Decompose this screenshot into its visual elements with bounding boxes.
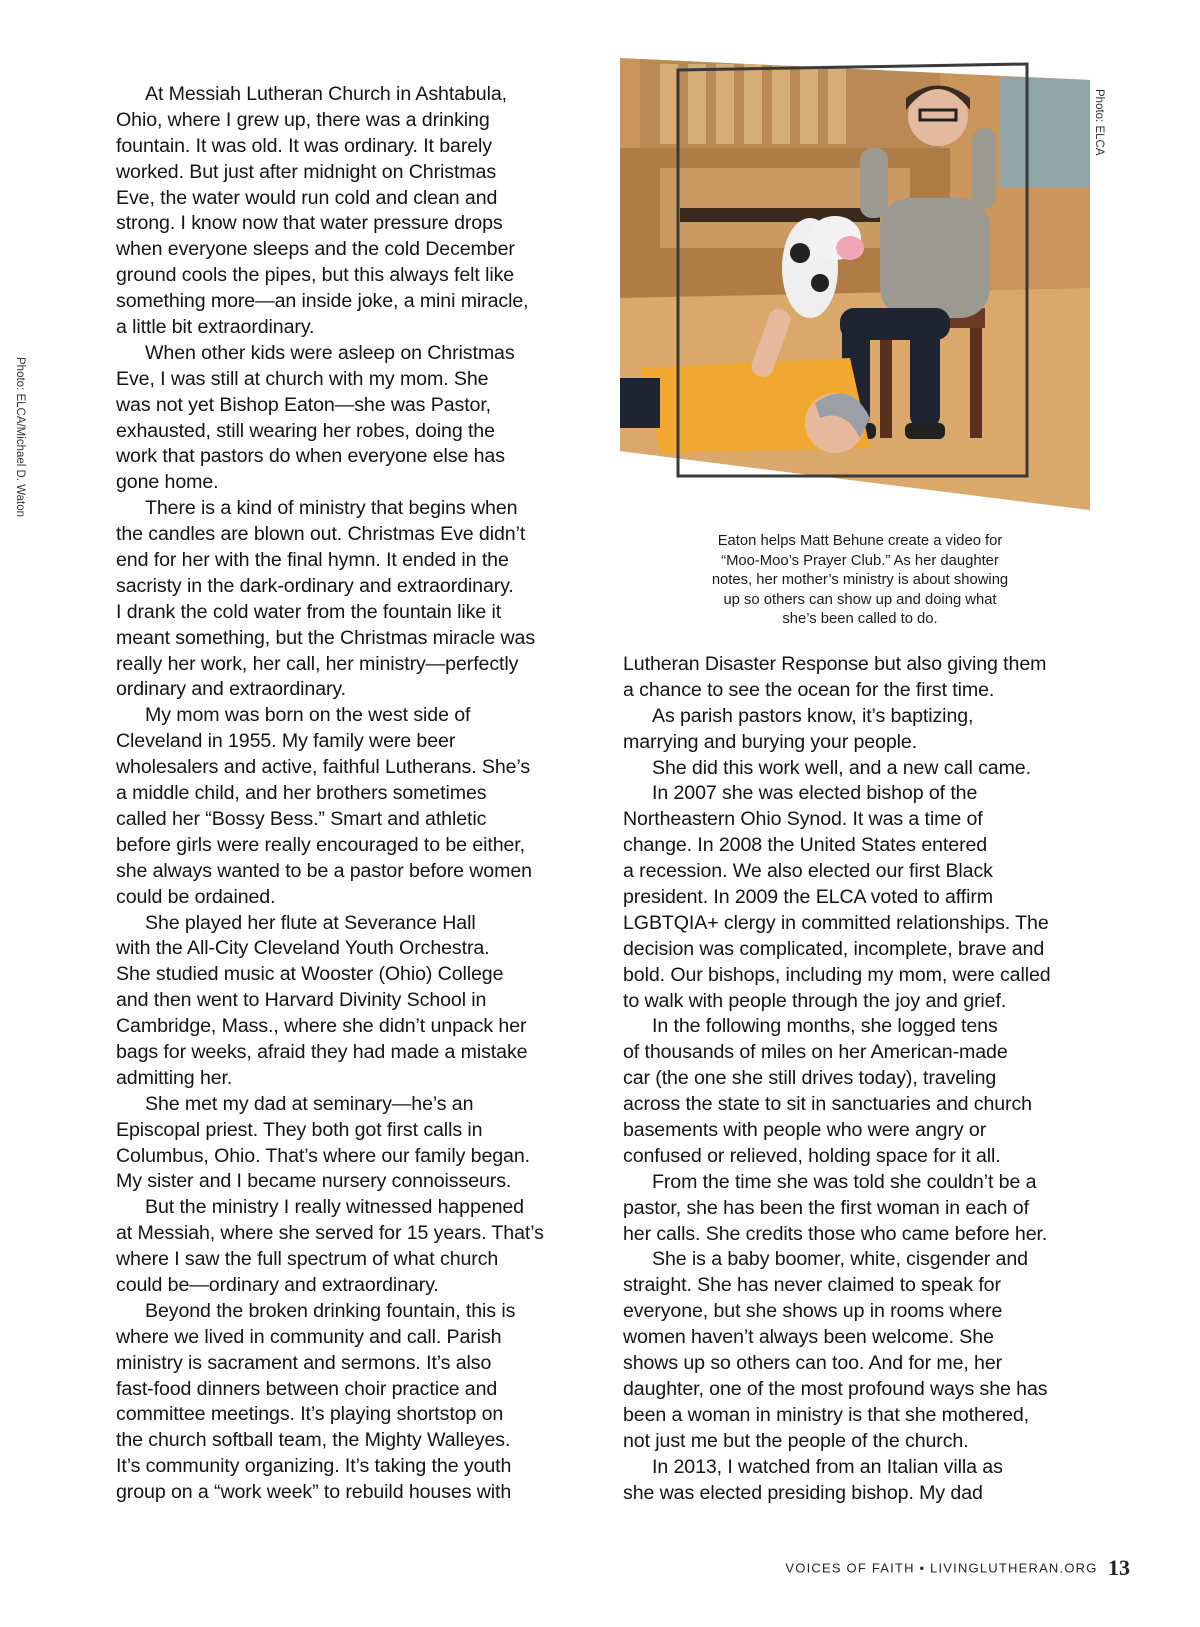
text-line: Episcopal priest. They both got first calls in — [116, 1118, 483, 1141]
text-line: admitting her. — [116, 1066, 233, 1089]
text-line: meant something, but the Christmas miracle was — [116, 626, 536, 649]
text-line: My sister and I became nursery connoisseurs. — [116, 1170, 512, 1193]
text-line: pastor, she has been the first woman in each of — [623, 1196, 1029, 1219]
text-line: before girls were really encouraged to be either, — [116, 833, 525, 856]
caption-line: she’s been called to do. — [782, 611, 938, 627]
text-line: Eve, I was still at church with my mom. She — [116, 367, 489, 390]
text-line: But the ministry I really witnessed happened — [145, 1196, 524, 1219]
text-line: From the time she was told she couldn’t be a — [652, 1170, 1037, 1193]
footer-text: VOICES OF FAITH • LIVINGLUTHERAN.ORG — [785, 1560, 1098, 1576]
text-line: In 2013, I watched from an Italian villa as — [652, 1455, 1003, 1478]
text-line: could be—ordinary and extraordinary. — [116, 1273, 439, 1296]
text-line: Lutheran Disaster Response but also giving them — [623, 653, 1047, 675]
text-line: decision was complicated, incomplete, brave and — [623, 937, 1045, 960]
text-line: Columbus, Ohio. That’s where our family began. — [116, 1144, 530, 1167]
text-line: everyone, but she shows up in rooms where — [623, 1300, 1003, 1323]
text-line: As parish pastors know, it’s baptizing, — [652, 704, 974, 727]
text-line: worked. But just after midnight on Christmas — [116, 160, 497, 183]
page-footer — [785, 1555, 1130, 1581]
text-line: Cleveland in 1955. My family were beer — [116, 730, 456, 753]
text-line: straight. She has never claimed to speak for — [623, 1274, 1001, 1297]
text-line: confused or relieved, holding space for it all. — [623, 1144, 1001, 1167]
text-line: where we lived in community and call. Parish — [116, 1325, 502, 1348]
text-line: gone home. — [116, 471, 219, 494]
text-line: a little bit extraordinary. — [116, 316, 315, 339]
text-line: sacristy in the dark-ordinary and extraordinary. — [116, 574, 514, 597]
article-photo — [620, 58, 1090, 528]
text-line: could be ordained. — [116, 885, 276, 908]
organ-pipes — [640, 58, 940, 148]
text-line: a recession. We also elected our first Black — [623, 860, 993, 883]
caption-line: “Moo-Moo’s Prayer Club.” As her daughter — [721, 552, 999, 569]
text-line: Cambridge, Mass., where she didn’t unpack her — [116, 1015, 527, 1038]
text-line: She is a baby boomer, white, cisgender and — [652, 1248, 1028, 1271]
text-line: a middle child, and her brothers sometimes — [116, 782, 487, 805]
text-line: ground cools the pipes, but this always felt like — [116, 264, 515, 287]
text-line: At Messiah Lutheran Church in Ashtabula, — [145, 83, 507, 105]
text-line: She met my dad at seminary—he’s an — [145, 1092, 474, 1115]
text-line: when everyone sleeps and the cold December — [116, 238, 515, 261]
photo-caption — [655, 532, 1065, 630]
text-line: daughter, one of the most profound ways she has — [623, 1377, 1048, 1400]
text-line: Eve, the water would run cold and clean and — [116, 186, 498, 209]
text-line: her calls. She credits those who came before her. — [623, 1222, 1048, 1245]
text-line: something more—an inside joke, a mini miracle, — [116, 290, 529, 313]
text-line: LGBTQIA+ clergy in committed relationships. The — [623, 911, 1049, 934]
text-line: a chance to see the ocean for the first time. — [623, 678, 995, 701]
text-line: the candles are blown out. Christmas Eve didn’t — [116, 523, 526, 546]
text-line: Northeastern Ohio Synod. It was a time of — [623, 808, 983, 831]
text-line: work that pastors do when everyone else has — [116, 445, 505, 468]
text-line: she always wanted to be a pastor before women — [116, 859, 532, 882]
text-line: with the All-City Cleveland Youth Orchestra. — [116, 937, 490, 960]
text-line: When other kids were asleep on Christmas — [145, 341, 515, 364]
text-line: She played her flute at Severance Hall — [145, 911, 476, 934]
caption-line: Eaton helps Matt Behune create a video for — [717, 533, 1003, 549]
text-line: at Messiah, where she served for 15 years. That’s — [116, 1222, 544, 1245]
text-line: end for her with the final hymn. It ended in the — [116, 549, 509, 572]
right-article-column — [623, 652, 1093, 1506]
text-line: group on a “work week” to rebuild houses with — [116, 1481, 512, 1504]
text-line: She did this work well, and a new call came. — [652, 756, 1031, 779]
text-line: the church softball team, the Mighty Walleyes. — [116, 1429, 511, 1452]
text-line: bold. Our bishops, including my mom, were called — [623, 963, 1051, 986]
photo-credit-left: Photo: ELCA/Michael D. Waton — [14, 357, 26, 518]
left-article-column — [116, 82, 586, 1506]
text-line: exhausted, still wearing her robes, doing the — [116, 419, 495, 442]
page-number: 13 — [1108, 1555, 1130, 1580]
text-line: In 2007 she was elected bishop of the — [652, 782, 978, 805]
text-line: Beyond the broken drinking fountain, this is — [145, 1299, 516, 1322]
text-line: I drank the cold water from the fountain like it — [116, 600, 502, 623]
text-line: car (the one she still drives today), traveling — [623, 1067, 997, 1090]
text-line: to walk with people through the joy and grief. — [623, 989, 1007, 1012]
text-line: change. In 2008 the United States entered — [623, 834, 988, 857]
photo-credit-right: Photo: ELCA — [1093, 89, 1105, 156]
text-line: ordinary and extraordinary. — [116, 678, 347, 701]
text-line: In the following months, she logged tens — [652, 1015, 998, 1038]
text-line: not just me but the people of the church. — [623, 1429, 969, 1452]
text-line: really her work, her call, her ministry—perfectly — [116, 652, 519, 675]
text-line: wholesalers and active, faithful Lutherans. She’s — [116, 756, 531, 779]
text-line: across the state to sit in sanctuaries and church — [623, 1093, 1032, 1116]
window — [1000, 78, 1090, 188]
text-line: and then went to Harvard Divinity School in — [116, 989, 487, 1012]
text-line: bags for weeks, afraid they had made a mistake — [116, 1040, 528, 1063]
text-line: basements with people who were angry or — [623, 1119, 987, 1142]
text-line: was not yet Bishop Eaton—she was Pastor, — [116, 393, 492, 416]
text-line: There is a kind of ministry that begins when — [145, 497, 518, 520]
text-line: she was elected presiding bishop. My dad — [623, 1481, 983, 1504]
text-line: fountain. It was old. It was ordinary. It barely — [116, 134, 493, 157]
text-line: been a woman in ministry is that she mothered, — [623, 1403, 1029, 1426]
caption-line: up so others can show up and doing what — [723, 591, 997, 608]
text-line: where I saw the full spectrum of what church — [116, 1248, 499, 1271]
text-line: fast-food dinners between choir practice and — [116, 1377, 498, 1400]
text-line: women haven’t always been welcome. She — [623, 1326, 994, 1349]
text-line: president. In 2009 the ELCA voted to affirm — [623, 886, 994, 909]
text-line: ministry is sacrament and sermons. It’s also — [116, 1351, 492, 1374]
text-line: committee meetings. It’s playing shortstop on — [116, 1403, 504, 1426]
text-line: shows up so others can too. And for me, her — [623, 1352, 1003, 1375]
text-line: strong. I know now that water pressure drops — [116, 212, 503, 235]
text-line: My mom was born on the west side of — [145, 704, 471, 727]
caption-line: notes, her mother’s ministry is about showing — [711, 572, 1009, 588]
text-line: She studied music at Wooster (Ohio) College — [116, 963, 504, 986]
text-line: It’s community organizing. It’s taking the youth — [116, 1455, 512, 1478]
text-line: marrying and burying your people. — [623, 730, 918, 753]
text-line: called her “Bossy Bess.” Smart and athletic — [116, 807, 487, 830]
text-line: Ohio, where I grew up, there was a drinking — [116, 108, 490, 131]
text-line: of thousands of miles on her American-made — [623, 1041, 1008, 1064]
